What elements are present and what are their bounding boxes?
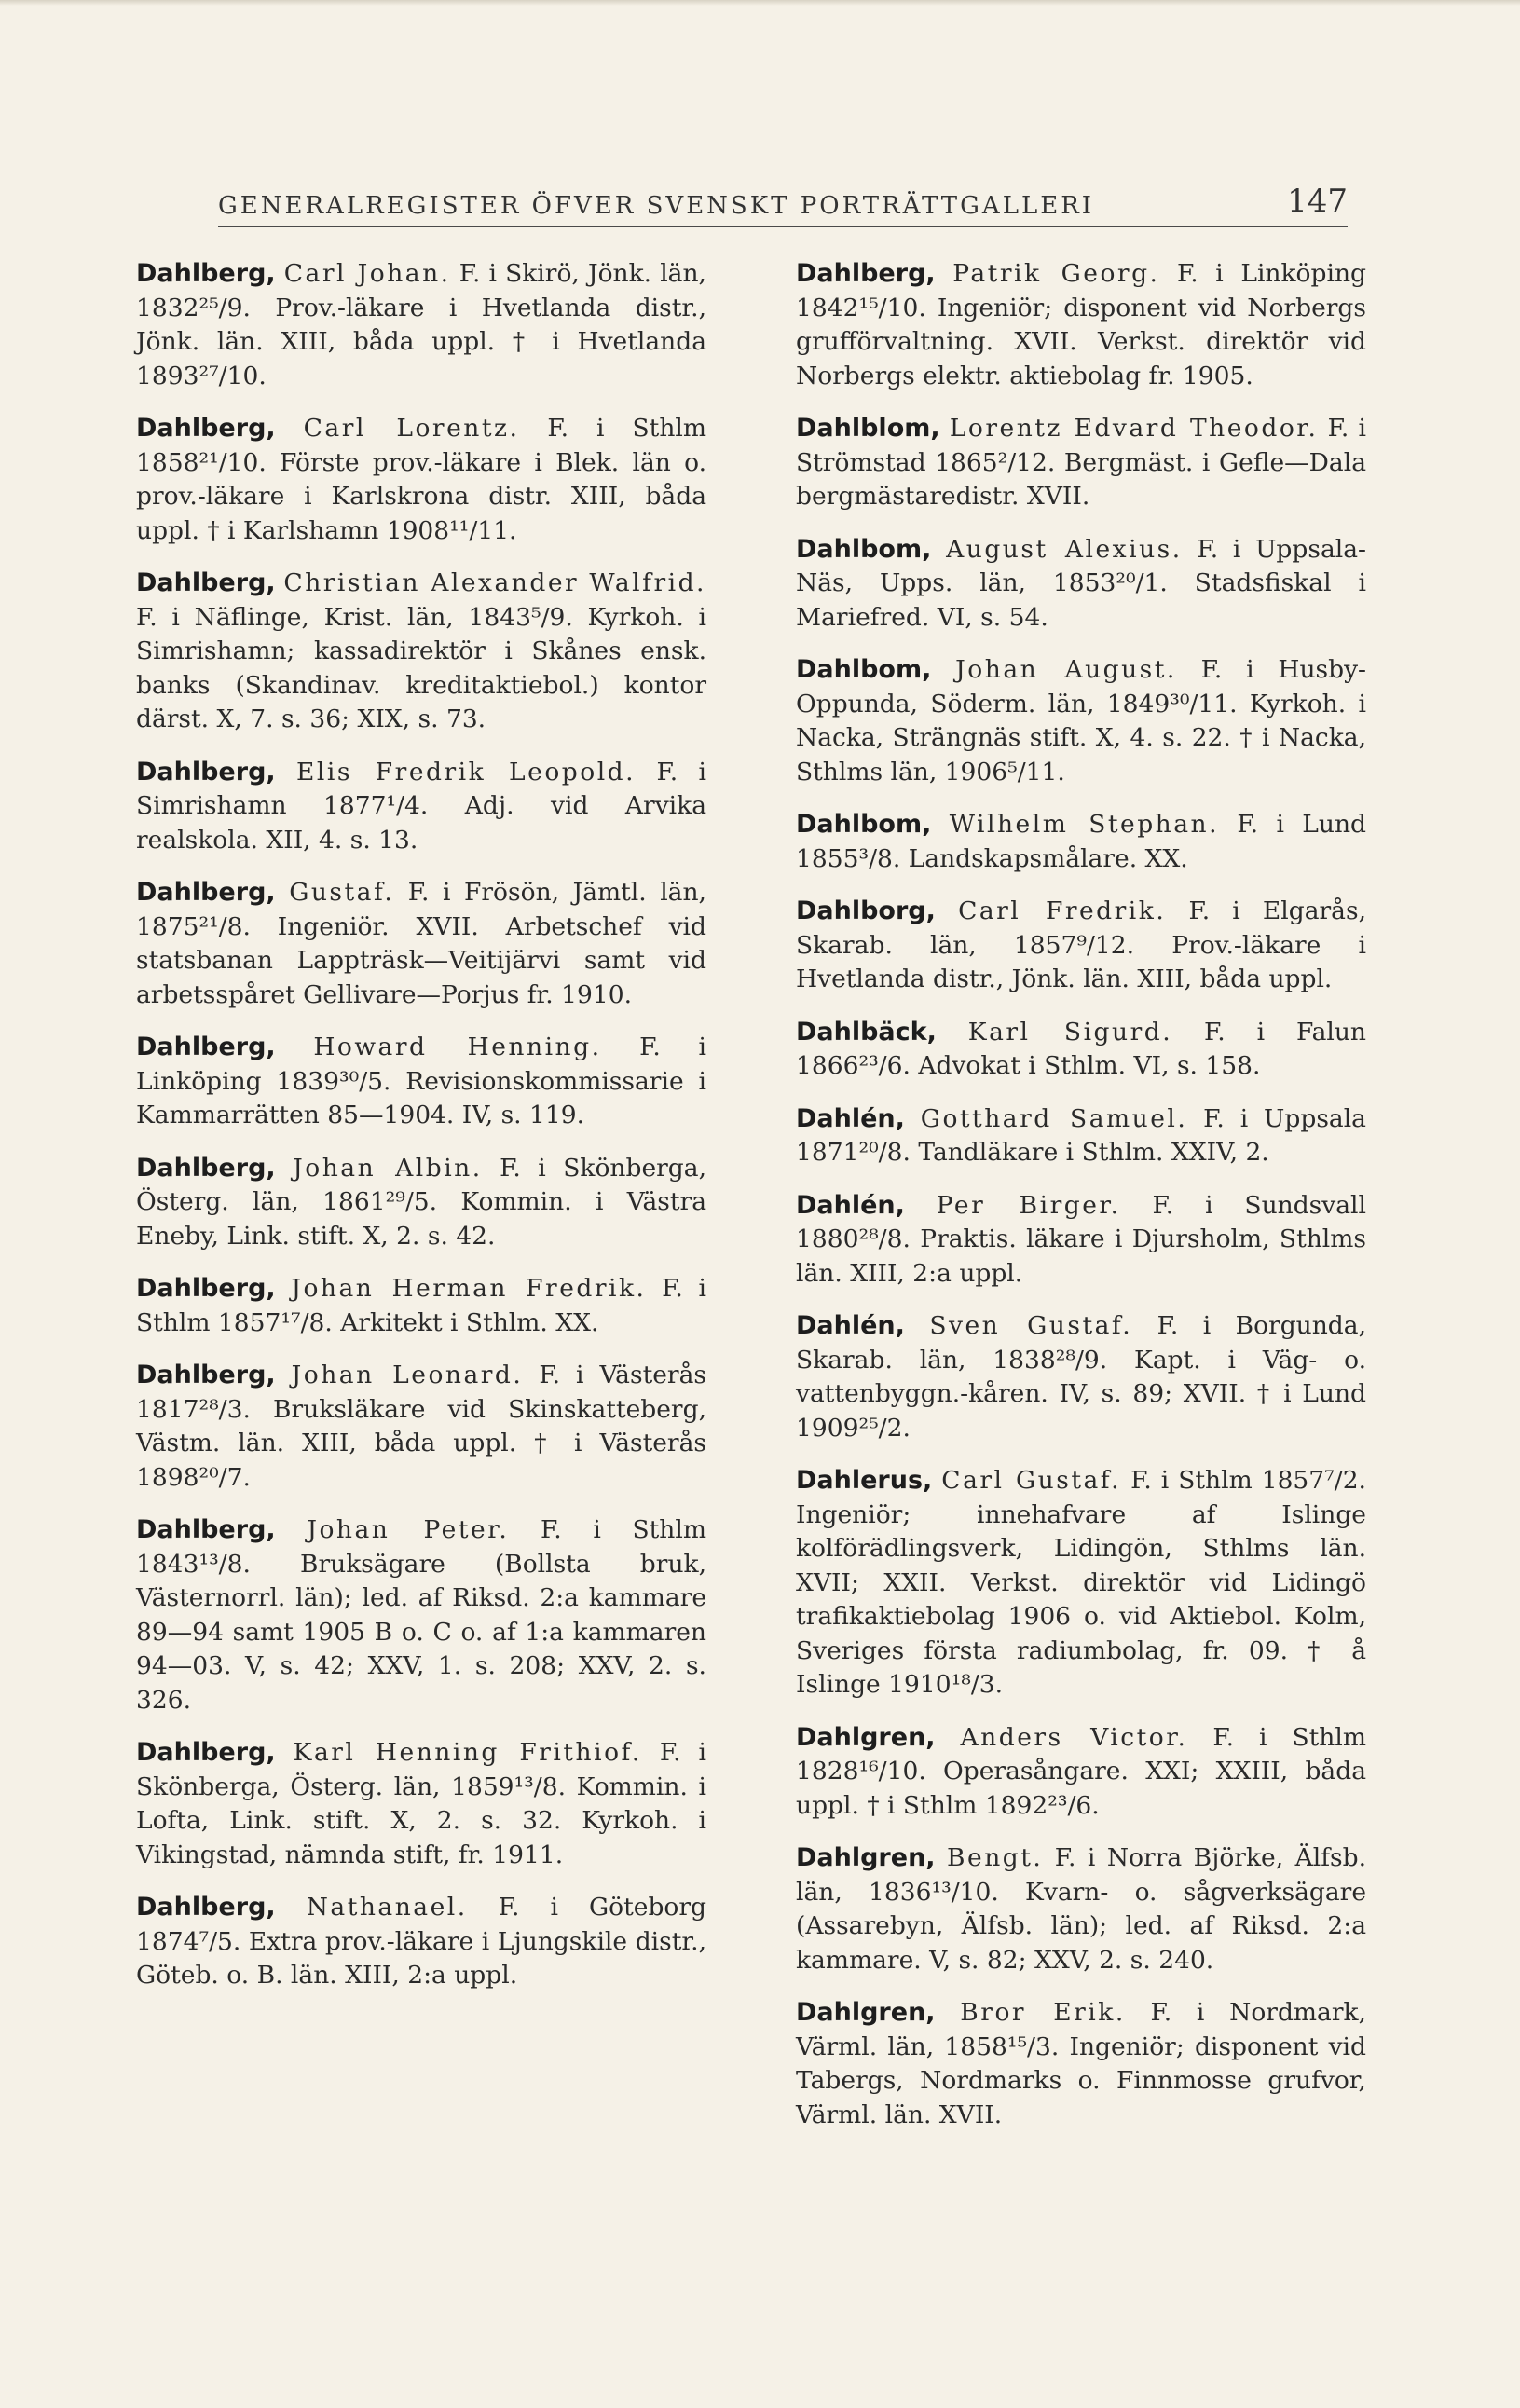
register-entry bbox=[136, 1736, 706, 1872]
entry-given-names: Johan Herman Fredrik. bbox=[291, 1274, 647, 1303]
register-entry bbox=[796, 1464, 1366, 1703]
entry-surname: Dahlberg, bbox=[136, 1361, 276, 1389]
entry-surname: Dahlberg, bbox=[136, 1738, 276, 1767]
entry-given-names: Gotthard Samuel. bbox=[920, 1103, 1188, 1133]
register-entry bbox=[796, 653, 1366, 789]
entry-given-names: Howard Henning. bbox=[313, 1033, 602, 1061]
register-entry bbox=[796, 895, 1366, 997]
entry-given-names: Sven Gustaf. bbox=[929, 1311, 1133, 1340]
entry-surname: Dahlberg, bbox=[136, 1893, 276, 1922]
entry-given-names: Karl Henning Frithiof. bbox=[293, 1738, 642, 1767]
entry-surname: Dahlberg, bbox=[136, 1153, 276, 1183]
register-entry bbox=[136, 1513, 706, 1717]
register-entry bbox=[796, 257, 1366, 393]
running-title: GENERALREGISTER ÖFVER SVENSKT PORTRÄTTGALLERI bbox=[218, 192, 1095, 220]
right-column bbox=[796, 257, 1366, 2354]
entry-given-names: Johan Albin. bbox=[293, 1153, 483, 1183]
entry-details: F. i Sthlm 1843¹³/8. Bruksägare (Bollsta bruk, Västernorrl. län); led. af Riksd. 2:a kammare 89—94 samt 1905 B o. C o. af 1:a kammaren 94—03. V, s. 42; XXV, 1. s. 208; XXV, 2. s. 326. bbox=[136, 1515, 706, 1715]
entry-given-names: Wilhelm Stephan. bbox=[949, 810, 1220, 839]
entry-surname: Dahlberg, bbox=[136, 878, 276, 907]
entry-given-names: Karl Sigurd. bbox=[967, 1017, 1173, 1047]
entry-given-names: Carl Johan. bbox=[283, 259, 451, 288]
page-number: 147 bbox=[1287, 183, 1348, 220]
entry-surname: Dahlerus, bbox=[796, 1466, 933, 1495]
entry-details: F. i Elgarås, Skarab. län, 1857⁹/12. Prov.-läkare i Hvetlanda distr., Jönk. län. XIII, båda uppl. bbox=[796, 896, 1367, 993]
entry-details: F. i Skirö, Jönk. län, 1832²⁵/9. Prov.-läkare i Hvetlanda distr., Jönk. län. XIII, båda uppl. † i Hvetlanda 1893²⁷/10. bbox=[136, 259, 706, 390]
entry-details: F. i Skönberga, Österg. län, 1859¹³/8. Kommin. i Lofta, Link. stift. X, 2. s. 32. Kyrkoh. i Vikingstad, nämnda stift, fr. 1911. bbox=[136, 1738, 706, 1869]
register-entry bbox=[136, 1359, 706, 1495]
entry-surname: Dahlberg, bbox=[136, 568, 276, 597]
entry-surname: Dahlborg, bbox=[796, 896, 936, 925]
page-header bbox=[218, 175, 1348, 227]
entry-surname: Dahlgren, bbox=[796, 1843, 936, 1872]
entry-surname: Dahlberg, bbox=[136, 1515, 276, 1544]
entry-details: F. i Lund 1855³/8. Landskapsmålare. XX. bbox=[796, 810, 1366, 873]
register-entry bbox=[796, 1721, 1366, 1824]
entry-details: F. i Sundsvall 1880²⁸/8. Praktis. läkare i Djursholm, Sthlms län. XIII, 2:a uppl. bbox=[796, 1190, 1367, 1288]
entry-details: F. i Uppsala-Näs, Upps. län, 1853²⁰/1. Stadsfiskal i Mariefred. VI, s. 54. bbox=[796, 534, 1366, 632]
entry-surname: Dahlblom, bbox=[796, 414, 940, 443]
entry-details: F. i Göteborg 1874⁷/5. Extra prov.-läkare i Ljungskile distr., Göteb. o. B. län. XIII, 2:a uppl. bbox=[136, 1893, 706, 1990]
page-edge bbox=[0, 0, 1520, 6]
register-entry bbox=[796, 808, 1366, 876]
register-entry bbox=[136, 1272, 706, 1340]
register-entry bbox=[796, 1102, 1366, 1170]
entry-surname: Dahlbäck, bbox=[796, 1017, 937, 1047]
register-entry bbox=[796, 412, 1366, 514]
entry-details: F. i Uppsala 1871²⁰/8. Tandläkare i Sthlm. XXIV, 2. bbox=[796, 1103, 1366, 1167]
entry-details: F. i Falun 1866²³/6. Advokat i Sthlm. VI, s. 158. bbox=[796, 1017, 1366, 1080]
entry-given-names: Carl Lorentz. bbox=[303, 414, 520, 443]
register-entry bbox=[136, 1031, 706, 1133]
entry-given-names: Lorentz Edvard Theodor. bbox=[949, 414, 1319, 443]
entry-given-names: Carl Gustaf. bbox=[941, 1466, 1122, 1495]
entry-details: F. i Sthlm 1857⁷/2. Ingeniör; innehafvare af Islinge kolförädlingsverk, Lidingön, Sthlms län. XVII; XXII. Verkst. direktör vid Lidingö trafikaktiebolag 1906 o. vid Aktiebol. Kolm, Sveriges första radiumbolag, fr. 09. † å Islinge 1910¹⁸/3. bbox=[796, 1466, 1366, 1699]
register-entry bbox=[136, 257, 706, 393]
entry-given-names: Bror Erik. bbox=[960, 1998, 1126, 2027]
entry-details: F. i Simrishamn 1877¹/4. Adj. vid Arvika realskola. XII, 4. s. 13. bbox=[136, 757, 706, 855]
entry-surname: Dahlén, bbox=[796, 1103, 905, 1133]
entry-details: F. i Sthlm 1828¹⁶/10. Operasångare. XXI; XXIII, båda uppl. † i Sthlm 1892²³/6. bbox=[796, 1722, 1366, 1820]
entry-surname: Dahlgren, bbox=[796, 1998, 936, 2027]
register-entry bbox=[796, 1996, 1366, 2132]
entry-given-names: Gustaf. bbox=[289, 878, 395, 907]
entry-details: F. i Västerås 1817²⁸/3. Bruksläkare vid Skinskatteberg, Västm. län. XIII, båda uppl. † i Västerås 1898²⁰/7. bbox=[136, 1361, 706, 1492]
entry-surname: Dahlberg, bbox=[136, 414, 276, 443]
register-entry bbox=[796, 533, 1366, 636]
entry-given-names: Johan August. bbox=[955, 655, 1177, 684]
entry-surname: Dahlberg, bbox=[136, 1033, 276, 1061]
entry-surname: Dahlgren, bbox=[796, 1722, 936, 1752]
entry-surname: Dahlberg, bbox=[136, 259, 276, 288]
entry-given-names: Per Birger. bbox=[936, 1190, 1121, 1220]
entry-surname: Dahlberg, bbox=[136, 757, 276, 787]
register-entry bbox=[136, 756, 706, 858]
entry-surname: Dahlbom, bbox=[796, 534, 932, 564]
left-column bbox=[136, 257, 706, 2354]
entry-details: F. i Näflinge, Krist. län, 1843⁵/9. Kyrkoh. i Simrishamn; kassadirektör i Skånes ensk. banks (Skandinav. kreditaktiebol.) kontor därst. X, 7. s. 36; XIX, s. 73. bbox=[136, 602, 706, 733]
entry-given-names: Anders Victor. bbox=[960, 1722, 1188, 1752]
entry-surname: Dahlén, bbox=[796, 1190, 905, 1220]
entry-details: F. i Linköping 1839³⁰/5. Revisionskommissarie i Kammarrätten 85—1904. IV, s. 119. bbox=[136, 1033, 706, 1129]
entry-given-names: Elis Fredrik Leopold. bbox=[296, 757, 637, 787]
entry-given-names: Christian Alexander Walfrid. bbox=[283, 568, 706, 597]
entry-given-names: Bengt. bbox=[947, 1843, 1044, 1872]
entry-surname: Dahlén, bbox=[796, 1311, 905, 1340]
register-entry bbox=[796, 1016, 1366, 1084]
register-entry bbox=[136, 1152, 706, 1254]
register-entry bbox=[136, 567, 706, 737]
register-entry bbox=[796, 1841, 1366, 1977]
entry-surname: Dahlberg, bbox=[136, 1274, 276, 1303]
entry-given-names: Nathanael. bbox=[306, 1893, 468, 1922]
register-entry bbox=[796, 1189, 1366, 1292]
entry-details: F. i Skönberga, Österg. län, 1861²⁹/5. Kommin. i Västra Eneby, Link. stift. X, 2. s. 42. bbox=[136, 1153, 706, 1251]
entry-given-names: Carl Fredrik. bbox=[958, 896, 1167, 925]
entry-given-names: Johan Leonard. bbox=[291, 1361, 524, 1389]
register-entry bbox=[796, 1309, 1366, 1445]
entry-details: F. i Linköping 1842¹⁵/10. Ingeniör; disponent vid Norbergs grufförvaltning. XVII. Verkst. direktör vid Norbergs elektr. aktiebolag fr. 1905. bbox=[796, 259, 1366, 390]
entry-surname: Dahlbom, bbox=[796, 655, 932, 684]
entry-details: F. i Sthlm 1858²¹/10. Förste prov.-läkare i Blek. län o. prov.-läkare i Karlskrona distr. XIII, båda uppl. † i Karlshamn 1908¹¹/11. bbox=[136, 414, 706, 545]
register-entry bbox=[136, 876, 706, 1012]
entry-surname: Dahlbom, bbox=[796, 810, 932, 839]
register-columns bbox=[136, 257, 1366, 2354]
register-entry bbox=[136, 1891, 706, 1993]
entry-details: F. i Sthlm 1857¹⁷/8. Arkitekt i Sthlm. XX. bbox=[136, 1274, 706, 1337]
entry-given-names: Patrik Georg. bbox=[952, 259, 1160, 288]
entry-details: F. i Frösön, Jämtl. län, 1875²¹/8. Ingeniör. XVII. Arbetschef vid statsbanan Lappträsk—Veitijärvi samt vid arbetsspåret Gellivare—Porjus fr. 1910. bbox=[136, 878, 706, 1009]
entry-details: F. i Borgunda, Skarab. län, 1838²⁸/9. Kapt. i Väg- o. vattenbyggn.-kåren. IV, s. 89; XVII. † i Lund 1909²⁵/2. bbox=[796, 1311, 1366, 1443]
entry-given-names: Johan Peter. bbox=[307, 1515, 510, 1544]
entry-details: F. i Strömstad 1865²/12. Bergmäst. i Gefle—Dala bergmästaredistr. XVII. bbox=[796, 414, 1366, 511]
entry-surname: Dahlberg, bbox=[796, 259, 936, 288]
register-entry bbox=[136, 412, 706, 548]
entry-details: F. i Norra Björke, Älfsb. län, 1836¹³/10. Kvarn- o. sågverksägare (Assarebyn, Älfsb. län); led. af Riksd. 2:a kammare. V, s. 82; XXV, 2. s. 240. bbox=[796, 1843, 1366, 1975]
entry-details: F. i Nordmark, Värml. län, 1858¹⁵/3. Ingeniör; disponent vid Tabergs, Nordmarks o. Finnmosse grufvor, Värml. län. XVII. bbox=[796, 1998, 1366, 2129]
entry-given-names: August Alexius. bbox=[946, 534, 1183, 564]
entry-details: F. i Husby-Oppunda, Söderm. län, 1849³⁰/11. Kyrkoh. i Nacka, Strängnäs stift. X, 4. s. 22. † i Nacka, Sthlms län, 1906⁵/11. bbox=[796, 655, 1366, 787]
